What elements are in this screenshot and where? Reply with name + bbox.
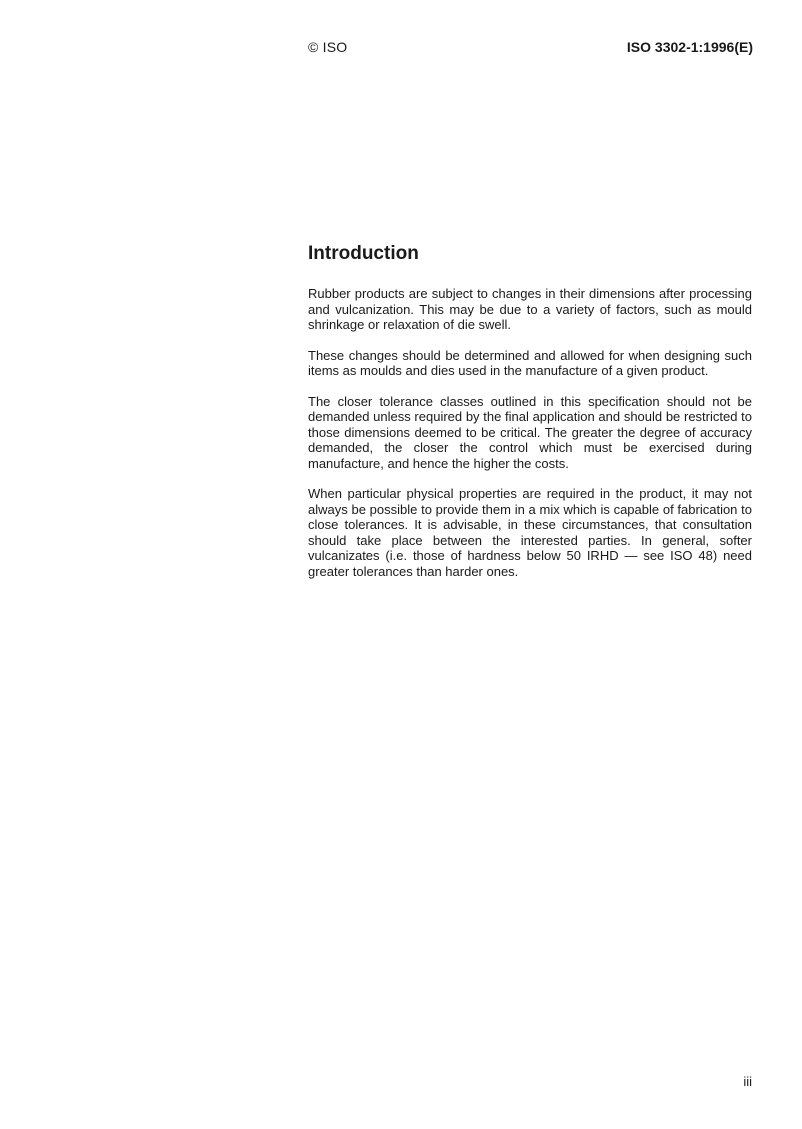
paragraph: The closer tolerance classes outlined in this specification should not be demanded unless required by the final application and should be restricted to those dimensions deemed to be critical. The greater the degree of accuracy demanded, the closer the control which must be exercised during manufacture, and hence the higher the costs. bbox=[308, 393, 752, 471]
paragraph: These changes should be determined and allowed for when designing such items as moulds and dies used in the manufacture of a given product. bbox=[308, 347, 752, 378]
paragraph: When particular physical properties are required in the product, it may not always be possible to provide them in a mix which is capable of fabrication to close tolerances. It is advisable, in these circumstances, that consultation should take place between the interested parties. In general, softer vulcanizates (i.e. those of hardness below 50 IRHD — see ISO 48) need greater tolerances than harder ones. bbox=[308, 486, 752, 579]
section-title: Introduction bbox=[308, 243, 419, 264]
page-number: iii bbox=[743, 1074, 752, 1089]
introduction-body bbox=[308, 286, 752, 594]
paragraph: Rubber products are subject to changes in their dimensions after processing and vulcanization. This may be due to a variety of factors, such as mould shrinkage or relaxation of die swell. bbox=[308, 286, 752, 332]
standard-identifier: ISO 3302-1:1996(E) bbox=[626, 39, 753, 55]
copyright-notice: © ISO bbox=[308, 39, 348, 55]
